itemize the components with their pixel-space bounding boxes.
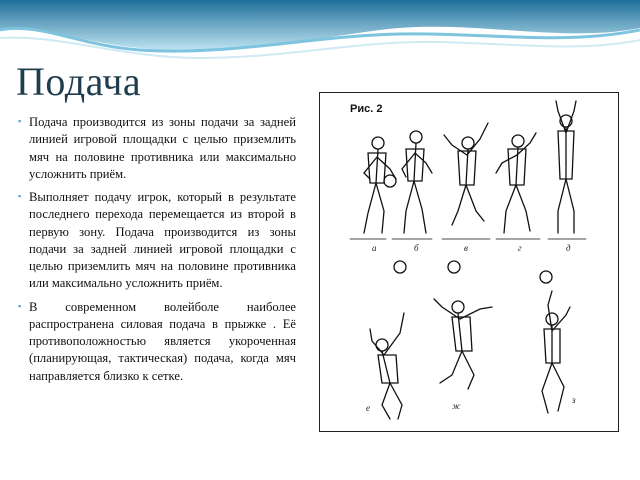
bullet-marker-icon: ▪ bbox=[18, 191, 22, 201]
figure-label: ж bbox=[452, 401, 461, 411]
player-figure-zh bbox=[434, 299, 492, 389]
figure-label: г bbox=[518, 243, 522, 253]
figure-label: е bbox=[366, 403, 370, 413]
player-figure-b bbox=[402, 131, 432, 233]
player-figure-a bbox=[364, 137, 396, 233]
serve-figure bbox=[319, 92, 619, 432]
bullet-item bbox=[18, 189, 296, 293]
figure-caption: Рис. 2 bbox=[350, 103, 383, 115]
player-figure-v bbox=[444, 123, 488, 225]
player-figure-z bbox=[542, 291, 570, 413]
figure-label: з bbox=[572, 395, 576, 405]
figure-label: в bbox=[464, 243, 468, 253]
bullet-text: В современном волейболе наиболее распространена силовая подача в прыжке . Её противоположностью является укороченная (планирующая, тактическая) подача, когда мяч направляется близко к сетке. bbox=[29, 299, 296, 383]
bullet-marker-icon: ▪ bbox=[18, 300, 22, 311]
figure-label: б bbox=[414, 243, 419, 253]
bullet-item bbox=[18, 299, 296, 385]
bullet-marker-icon: ▪ bbox=[18, 116, 22, 126]
player-figure-g bbox=[496, 133, 536, 233]
bullet-text: Подача производится из зоны подачи за задней линией игровой площадки с целью приземлить мяч на половине противника или максимально усложнить приём. bbox=[29, 115, 296, 181]
player-figure-d bbox=[556, 101, 576, 233]
bullet-text: Выполняет подачу игрок, который в результате последнего перехода перемещается из второй в первую зону. Подача производится из зоны подачи за задней линией игровой площадки с целью приземлить мяч на половине противника или максимально усложнить приём. bbox=[29, 190, 296, 291]
slide-title: Подача bbox=[16, 59, 142, 104]
bullet-list bbox=[18, 114, 296, 391]
figure-label: д bbox=[566, 243, 571, 253]
serve-illustration bbox=[320, 93, 618, 431]
figure-label: а bbox=[372, 243, 377, 253]
player-figure-e bbox=[370, 313, 404, 419]
bullet-item bbox=[18, 114, 296, 183]
